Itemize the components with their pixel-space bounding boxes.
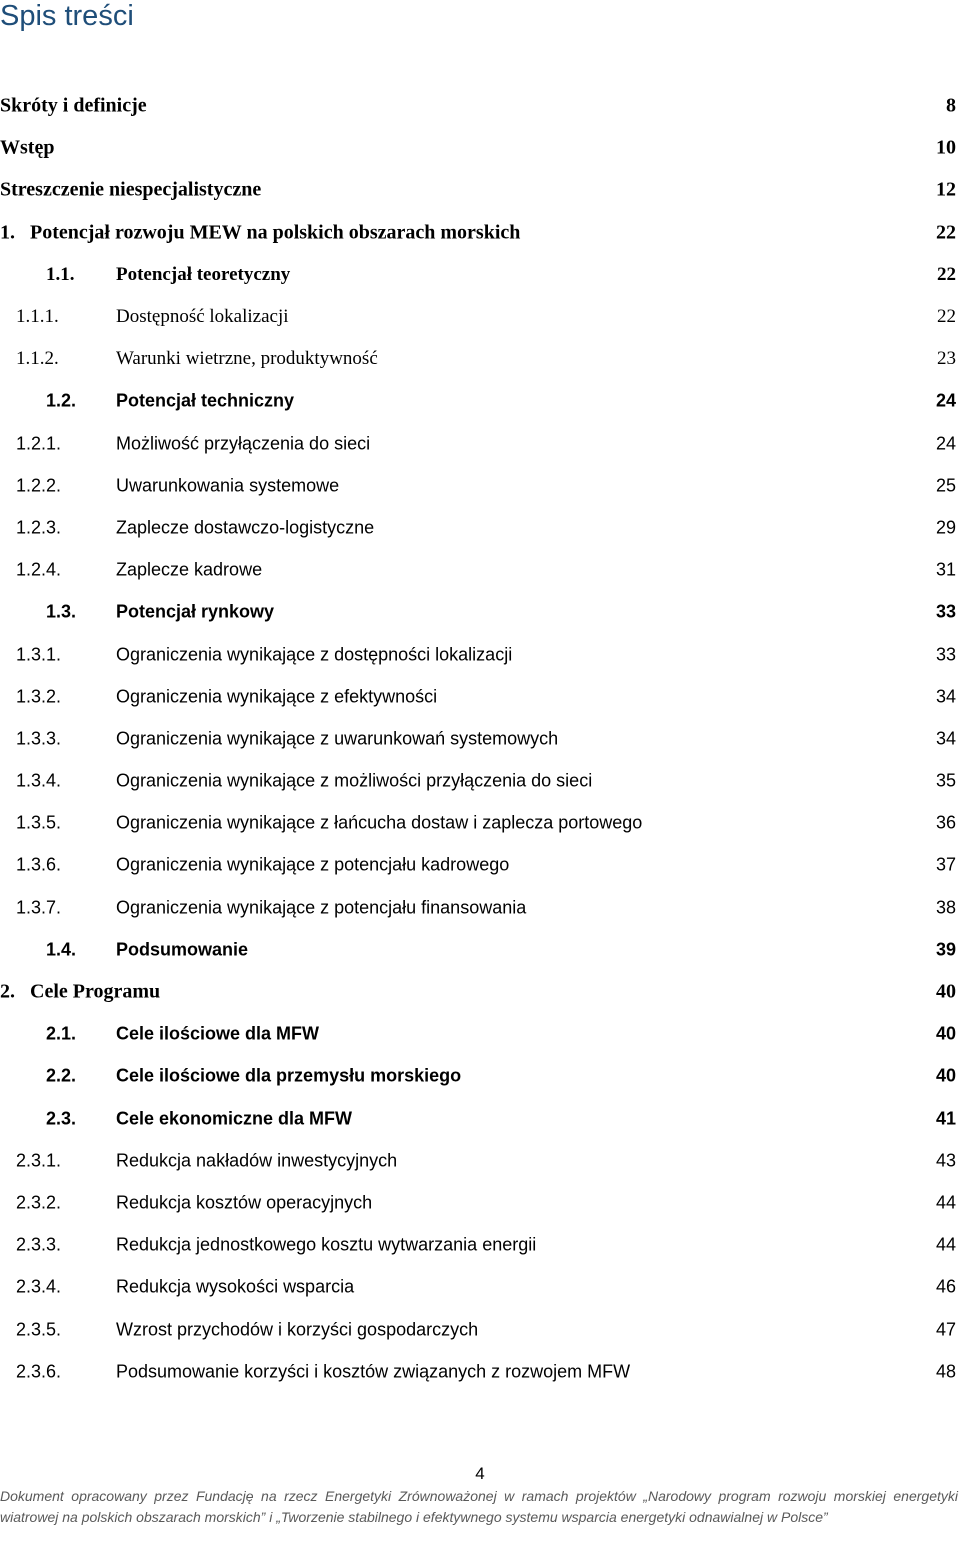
toc-entry-page: 33 — [935, 601, 956, 622]
toc-entry-number: 2.3. — [46, 1108, 77, 1129]
toc-entry-number: 1.2.3. — [16, 517, 62, 538]
toc-entry-label: Ograniczenia wynikające z efektywności — [116, 686, 438, 707]
toc-entry[interactable] — [0, 676, 960, 718]
toc-entry-page: 22 — [937, 263, 956, 285]
toc-entry[interactable] — [0, 1351, 960, 1393]
toc-entry-number: 1.2.2. — [16, 475, 62, 496]
toc-entry-page: 38 — [935, 897, 956, 918]
toc-entry-label: Redukcja wysokości wsparcia — [116, 1276, 355, 1297]
toc-entry-page: 44 — [935, 1192, 956, 1213]
toc-entry[interactable] — [0, 1182, 960, 1224]
toc-entry-label: Warunki wietrzne, produktywność — [116, 348, 378, 370]
toc-entry-label: Ograniczenia wynikające z potencjału finansowania — [116, 897, 527, 918]
toc-entry-page: 47 — [935, 1319, 956, 1340]
toc-entry-label: Potencjał rozwoju MEW na polskich obszarach morskich — [30, 221, 521, 244]
toc-entry-page: 31 — [935, 559, 956, 580]
toc-entry-label: Uwarunkowania systemowe — [116, 475, 340, 496]
toc-entry[interactable] — [0, 633, 960, 675]
toc-entry-label: Zaplecze dostawczo-logistyczne — [116, 517, 375, 538]
toc-entry-number: 1.3.6. — [16, 854, 62, 875]
toc-entry-number: 1.1. — [46, 263, 75, 285]
toc-entry-page: 44 — [935, 1234, 956, 1255]
footer-note: Dokument opracowany przez Fundację na rzecz Energetyki Zrównoważonej w ramach projektów „Narodowy program rozwoju morskiej energetyki wiatrowej na polskich obszarach morskich” i „Tworzenie stabilnego i efektywnego systemu wsparcia energetyki odnawialnej w Polsce” — [0, 1488, 958, 1525]
toc-entry[interactable] — [0, 465, 960, 507]
toc-entry-label: Cele ilościowe dla MFW — [116, 1023, 320, 1044]
toc-entry[interactable] — [0, 1055, 960, 1097]
toc-entry-number: 2.1. — [46, 1023, 77, 1044]
toc-entry-page: 40 — [935, 1065, 956, 1086]
toc-entry-label: Cele ekonomiczne dla MFW — [116, 1108, 353, 1129]
toc-entry-number: 1.2.4. — [16, 559, 62, 580]
toc-entry-page: 33 — [935, 644, 956, 665]
toc-entry[interactable] — [0, 1098, 960, 1140]
toc-entry-label: Streszczenie niespecjalistyczne — [0, 178, 262, 201]
toc-entry-page: 40 — [936, 980, 956, 1003]
toc-entry[interactable] — [0, 1266, 960, 1308]
toc-entry[interactable] — [0, 1308, 960, 1350]
toc-entry[interactable] — [0, 929, 960, 971]
toc-entry-label: Podsumowanie korzyści i kosztów związanych z rozwojem MFW — [116, 1361, 631, 1382]
toc-entry-page: 25 — [935, 475, 956, 496]
toc-entry[interactable] — [0, 212, 960, 254]
page-title: Spis treści — [0, 0, 134, 32]
toc-entry-page: 24 — [935, 433, 956, 454]
toc-entry-page: 24 — [935, 390, 956, 411]
toc-entry[interactable] — [0, 169, 960, 211]
toc-entry-label: Potencjał techniczny — [116, 390, 295, 411]
toc-entry[interactable] — [0, 296, 960, 338]
toc-entry-number: 1.1.2. — [16, 348, 59, 370]
toc-entry-page: 46 — [935, 1276, 956, 1297]
toc-entry-number: 2. — [0, 980, 15, 1003]
toc-entry-label: Wstęp — [0, 136, 55, 159]
toc-entry[interactable] — [0, 802, 960, 844]
toc-entry-label: Podsumowanie — [116, 939, 249, 960]
toc-entry-label: Możliwość przyłączenia do sieci — [116, 433, 371, 454]
toc-entry[interactable] — [0, 85, 960, 127]
toc-entry-label: Ograniczenia wynikające z łańcucha dostaw i zaplecza portowego — [116, 812, 643, 833]
toc-entry-page: 34 — [935, 728, 956, 749]
toc-entry[interactable] — [0, 507, 960, 549]
toc-entry-label: Skróty i definicje — [0, 94, 147, 117]
toc-entry-label: Redukcja nakładów inwestycyjnych — [116, 1150, 398, 1171]
toc-entry-page: 48 — [935, 1361, 956, 1382]
toc-entry[interactable] — [0, 971, 960, 1013]
page-number: 4 — [475, 1464, 485, 1483]
toc-entry-page: 34 — [935, 686, 956, 707]
table-of-contents — [0, 85, 960, 1393]
toc-entry-page: 43 — [935, 1150, 956, 1171]
toc-entry-label: Ograniczenia wynikające z potencjału kadrowego — [116, 854, 510, 875]
toc-entry-number: 1.3.4. — [16, 770, 62, 791]
toc-entry-number: 2.3.5. — [16, 1319, 62, 1340]
toc-entry[interactable] — [0, 380, 960, 422]
toc-entry-page: 22 — [936, 221, 956, 244]
toc-entry-page: 10 — [936, 136, 956, 159]
toc-entry[interactable] — [0, 718, 960, 760]
toc-entry[interactable] — [0, 423, 960, 465]
toc-entry-label: Redukcja jednostkowego kosztu wytwarzania energii — [116, 1234, 537, 1255]
toc-entry-number: 2.3.4. — [16, 1276, 62, 1297]
toc-entry-label: Redukcja kosztów operacyjnych — [116, 1192, 373, 1213]
toc-entry-number: 1.3.2. — [16, 686, 62, 707]
toc-entry-page: 12 — [936, 178, 956, 201]
toc-entry-number: 2.3.6. — [16, 1361, 62, 1382]
toc-entry-page: 29 — [935, 517, 956, 538]
toc-entry[interactable] — [0, 1140, 960, 1182]
toc-entry-number: 1. — [0, 221, 15, 244]
toc-entry-number: 2.3.1. — [16, 1150, 62, 1171]
toc-entry[interactable] — [0, 127, 960, 169]
toc-entry[interactable] — [0, 1013, 960, 1055]
toc-entry-label: Ograniczenia wynikające z możliwości przyłączenia do sieci — [116, 770, 593, 791]
toc-entry-number: 1.3.7. — [16, 897, 62, 918]
toc-entry-number: 2.3.2. — [16, 1192, 62, 1213]
toc-entry-number: 2.3.3. — [16, 1234, 62, 1255]
toc-entry[interactable] — [0, 254, 960, 296]
toc-entry[interactable] — [0, 1224, 960, 1266]
toc-entry-number: 1.3.3. — [16, 728, 62, 749]
toc-entry[interactable] — [0, 844, 960, 886]
toc-entry-page: 23 — [937, 348, 956, 370]
toc-entry-label: Cele ilościowe dla przemysłu morskiego — [116, 1065, 462, 1086]
toc-entry-page: 22 — [937, 306, 956, 328]
toc-entry-page: 37 — [935, 854, 956, 875]
toc-entry-page: 35 — [935, 770, 956, 791]
toc-entry-page: 39 — [935, 939, 956, 960]
toc-entry-label: Ograniczenia wynikające z dostępności lokalizacji — [116, 644, 513, 665]
toc-entry-page: 41 — [935, 1108, 956, 1129]
toc-entry[interactable] — [0, 591, 960, 633]
toc-entry-label: Zaplecze kadrowe — [116, 559, 263, 580]
toc-entry-label: Wzrost przychodów i korzyści gospodarczych — [116, 1319, 479, 1340]
toc-entry-label: Cele Programu — [30, 980, 161, 1003]
toc-entry-number: 1.2.1. — [16, 433, 62, 454]
toc-entry-label: Potencjał rynkowy — [116, 601, 275, 622]
toc-entry-number: 1.3. — [46, 601, 77, 622]
toc-entry-number: 2.2. — [46, 1065, 77, 1086]
toc-entry-label: Dostępność lokalizacji — [116, 306, 289, 328]
toc-entry-page: 36 — [935, 812, 956, 833]
toc-entry-number: 1.2. — [46, 390, 77, 411]
toc-entry-number: 1.4. — [46, 939, 77, 960]
toc-entry[interactable] — [0, 549, 960, 591]
toc-entry-label: Potencjał teoretyczny — [116, 263, 291, 285]
toc-entry[interactable] — [0, 887, 960, 929]
toc-entry-number: 1.3.5. — [16, 812, 62, 833]
toc-entry-label: Ograniczenia wynikające z uwarunkowań systemowych — [116, 728, 559, 749]
toc-entry[interactable] — [0, 760, 960, 802]
toc-entry-number: 1.1.1. — [16, 306, 59, 328]
toc-entry[interactable] — [0, 338, 960, 380]
toc-entry-page: 8 — [946, 94, 956, 117]
toc-entry-page: 40 — [935, 1023, 956, 1044]
toc-entry-number: 1.3.1. — [16, 644, 62, 665]
